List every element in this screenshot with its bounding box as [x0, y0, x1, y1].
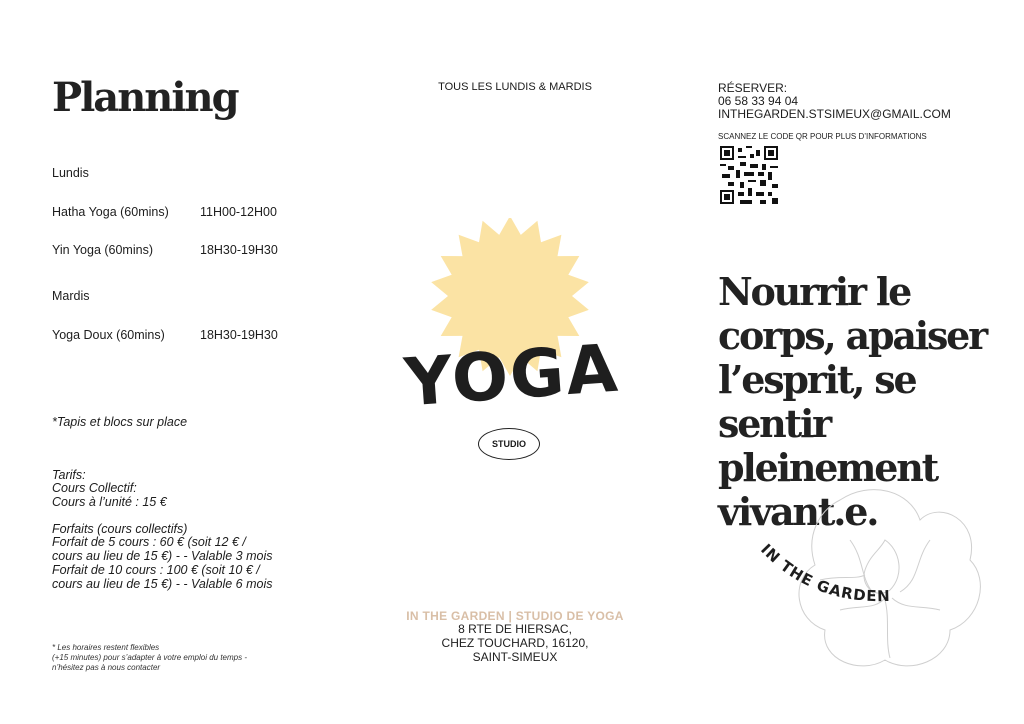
studio-badge: STUDIO [478, 428, 540, 460]
schedule-header: TOUS LES LUNDIS & MARDIS [438, 81, 592, 93]
slogan-line3: l’esprit, se sentir [718, 357, 916, 446]
slogan-line2: corps, apaiser [718, 313, 986, 358]
forfait10-line2: cours au lieu de 15 €) - - Valable 6 mois [52, 577, 273, 591]
forfait10-line1: Forfait de 10 cours : 100 € (soit 10 € / [52, 563, 260, 577]
slogan-line1: Nourrir le [718, 269, 911, 314]
phone-number[interactable]: 06 58 33 94 04 [718, 94, 799, 108]
page-title: Planning [52, 74, 238, 121]
class-name-yin: Yin Yoga (60mins) [52, 243, 153, 257]
footnote-line3: n’hésitez pas à nous contacter [52, 663, 161, 672]
logo-panel [340, 0, 690, 724]
class-time-doux: 18H30-19H30 [200, 328, 278, 342]
contact-panel [690, 0, 1024, 724]
footnote-line2: (+15 minutes) pour s’adapter à votre emploi du temps - [52, 653, 247, 662]
curved-text: IN THE GARDEN [757, 540, 891, 606]
class-time-hatha: 11H00-12H00 [200, 205, 277, 219]
logo-text: YOGA [401, 329, 622, 422]
forfaits-title: Forfaits (cours collectifs) [52, 522, 188, 536]
forfait5-line1: Forfait de 5 cours : 60 € (soit 12 € / [52, 535, 246, 549]
collectif-title: Cours Collectif: [52, 481, 137, 495]
class-name-hatha: Hatha Yoga (60mins) [52, 205, 169, 219]
address-line3: SAINT-SIMEUX [472, 650, 558, 664]
in-the-garden-curved-text [750, 530, 970, 620]
yoga-logo [400, 218, 630, 438]
unit-price: Cours à l’unité : 15 € [52, 495, 167, 509]
brand-line: IN THE GARDEN | STUDIO DE YOGA [406, 609, 624, 623]
day-label-lundis: Lundis [52, 166, 89, 180]
address-line2: CHEZ TOUCHARD, 16120, [441, 636, 589, 650]
day-label-mardis: Mardis [52, 289, 90, 303]
class-name-doux: Yoga Doux (60mins) [52, 328, 165, 342]
qr-code-icon[interactable] [720, 146, 778, 204]
class-time-yin: 18H30-19H30 [200, 243, 278, 257]
email-address[interactable]: INTHEGARDEN.STSIMEUX@GMAIL.COM [718, 107, 951, 121]
footnote-line1: * Les horaires restent flexibles [52, 643, 160, 652]
slogan-line5: vivant.e. [718, 489, 878, 534]
footnote [52, 643, 312, 673]
equipment-note: *Tapis et blocs sur place [52, 415, 188, 429]
tarifs-title: Tarifs: [52, 468, 86, 482]
address-line1: 8 RTE DE HIERSAC, [458, 622, 572, 636]
forfait5-line2: cours au lieu de 15 €) - - Valable 3 mois [52, 549, 273, 563]
qr-instruction: SCANNEZ LE CODE QR POUR PLUS D’INFORMATIONS [718, 132, 927, 141]
slogan-line4: pleinement [718, 445, 937, 490]
svg-text:IN THE GARDEN [757, 540, 891, 605]
reserve-title: RÉSERVER: [718, 81, 788, 95]
planning-panel [0, 0, 340, 724]
